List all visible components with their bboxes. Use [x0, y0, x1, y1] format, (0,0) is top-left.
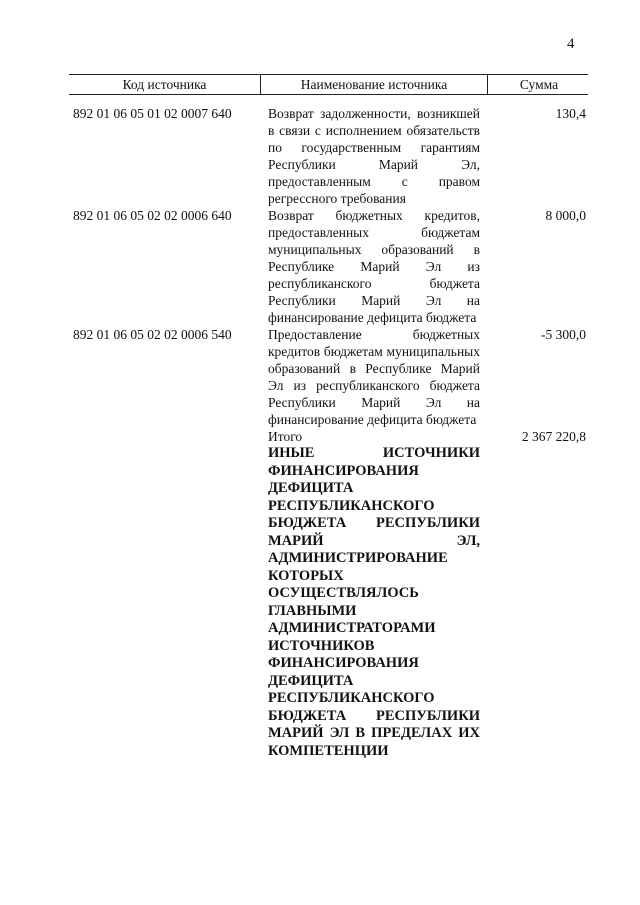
- section-heading: ИНЫЕ ИСТОЧНИКИ ФИНАНСИРОВАНИЯ ДЕФИЦИТА РЕСПУБЛИКАНСКОГО БЮДЖЕТА РЕСПУБЛИКИ МАРИЙ ЭЛ, АДМИНИСТРИРОВАНИЕ КОТОРЫХ ОСУЩЕСТВЛЯЛОСЬ ГЛАВНЫМИ АДМИНИСТРАТОРАМИ ИСТОЧНИКОВ ФИНАНСИРОВАНИЯ ДЕФИЦИТА РЕСПУБЛИКАНСКОГО БЮДЖЕТА РЕСПУБЛИКИ МАРИЙ ЭЛ В ПРЕДЕЛАХ ИХ КОМПЕТЕНЦИИ: [268, 445, 480, 759]
- header-sum: Сумма: [487, 75, 590, 94]
- table-body: [69, 105, 588, 760]
- header-name: Наименование источника: [260, 75, 487, 94]
- heading-code-empty: [69, 445, 260, 760]
- table-row: [69, 207, 588, 326]
- table-header: [69, 74, 588, 95]
- sources-table: [69, 74, 588, 760]
- row-code: 892 01 06 05 02 02 0006 640: [73, 208, 232, 223]
- total-label: Итого: [268, 429, 303, 444]
- row-name: Возврат бюджетных кредитов, предоставленных бюджетам муниципальных образований в Республике Марий Эл из республиканского бюджета Республики Марий Эл на финансирование дефицита бюджета: [268, 208, 480, 325]
- table-row: [69, 105, 588, 207]
- heading-sum-empty: [486, 445, 588, 760]
- row-sum: 8 000,0: [545, 208, 586, 223]
- row-name: Предоставление бюджетных кредитов бюджетам муниципальных образований в Республике Марий Эл из республиканского бюджета Республики Марий Эл на финансирование дефицита бюджета: [268, 327, 480, 427]
- row-sum: -5 300,0: [541, 327, 586, 342]
- page-number: 4: [567, 36, 575, 52]
- row-sum: 130,4: [555, 106, 586, 121]
- row-code: 892 01 06 05 02 02 0006 540: [73, 327, 232, 342]
- section-heading-row: [69, 445, 588, 760]
- row-code: 892 01 06 05 01 02 0007 640: [73, 106, 232, 121]
- total-sum: 2 367 220,8: [521, 429, 586, 444]
- table-row: [69, 326, 588, 428]
- total-row: [69, 428, 588, 445]
- header-code: Код источника: [122, 77, 207, 92]
- row-name: Возврат задолженности, возникшей в связи с исполнением обязательств по государственным гарантиям Республики Марий Эл, предоставленным с правом регрессного требования: [268, 106, 480, 206]
- total-code-empty: [69, 428, 260, 445]
